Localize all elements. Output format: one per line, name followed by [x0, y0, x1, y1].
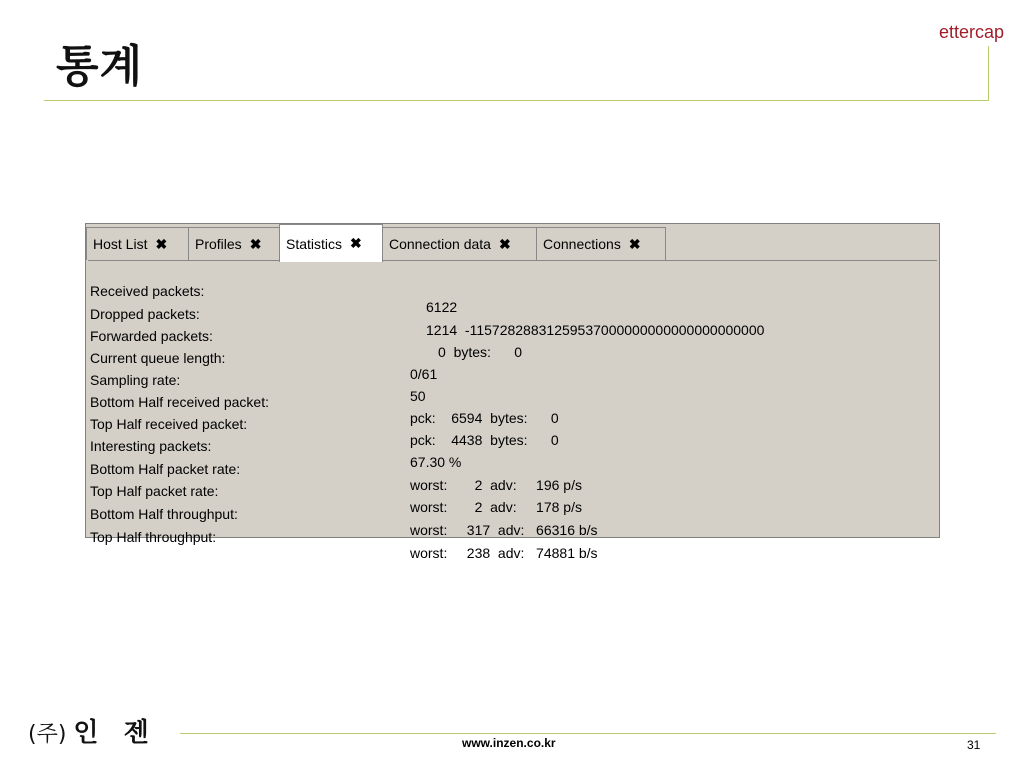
stat-label: Interesting packets: [90, 438, 212, 454]
stat-label: Received packets: [90, 283, 205, 299]
stat-label: Current queue length: [90, 350, 226, 366]
stat-label: Bottom Half received packet: [90, 394, 269, 410]
page-number: 31 [967, 738, 981, 752]
header-vertical-divider [988, 46, 989, 101]
stat-value: worst: 2 adv: 196 p/s [410, 477, 582, 493]
tab-label: Connection data [389, 236, 491, 252]
close-icon[interactable]: ✖ [628, 235, 641, 252]
tab-statistics[interactable] [279, 224, 383, 262]
logo-name: 인 젠 [73, 718, 157, 748]
stat-row-th-throughput [90, 513, 936, 561]
tab-connections[interactable] [536, 227, 666, 260]
stat-label: Top Half packet rate: [90, 483, 219, 499]
footer-divider [180, 733, 996, 734]
stat-label: Sampling rate: [90, 372, 181, 388]
ettercap-window [85, 223, 940, 561]
tab-bar [86, 224, 939, 260]
stat-label: Forwarded packets: [90, 328, 213, 344]
stat-label: Top Half received packet: [90, 416, 248, 432]
statistics-panel [88, 260, 937, 561]
stat-value: pck: 6594 bytes: 0 [410, 410, 559, 426]
close-icon[interactable]: ✖ [350, 235, 362, 251]
tab-label: Connections [543, 236, 621, 252]
company-logo [28, 712, 157, 749]
stat-label: Dropped packets: [90, 306, 200, 322]
stat-value: pck: 4438 bytes: 0 [410, 432, 559, 448]
stat-value: 50 [410, 388, 426, 404]
tab-label: Host List [93, 236, 148, 252]
close-icon[interactable]: ✖ [249, 235, 262, 252]
slide-title: 통계 [56, 41, 144, 92]
stat-value: worst: 2 adv: 178 p/s [410, 499, 582, 515]
stat-value: 0/61 [410, 366, 438, 382]
footer-url: www.inzen.co.kr [462, 736, 556, 750]
stat-value: worst: 238 adv: 74881 b/s [410, 545, 598, 561]
tab-label: Profiles [195, 236, 242, 252]
stat-value: worst: 317 adv: 66316 b/s [410, 522, 598, 538]
brand-label: ettercap [938, 22, 1004, 42]
close-icon[interactable]: ✖ [155, 235, 168, 252]
stat-label: Bottom Half throughput: [90, 506, 238, 522]
stat-label: Top Half throughput: [90, 529, 217, 545]
logo-prefix: (주) [28, 722, 67, 747]
stat-value: 0 bytes: 0 [438, 344, 523, 360]
stat-value: 1214 -11572828831259537000000000000000000000 [426, 322, 765, 338]
stat-label: Bottom Half packet rate: [90, 461, 241, 477]
stat-value: 67.30 % [410, 454, 462, 470]
tab-profiles[interactable] [188, 227, 280, 260]
header-divider [44, 100, 989, 101]
tab-label: Statistics [286, 235, 343, 252]
tab-host-list[interactable] [86, 227, 189, 260]
stat-value: 6122 [426, 299, 458, 315]
close-icon[interactable]: ✖ [498, 235, 511, 252]
tab-connection-data[interactable] [382, 227, 537, 260]
